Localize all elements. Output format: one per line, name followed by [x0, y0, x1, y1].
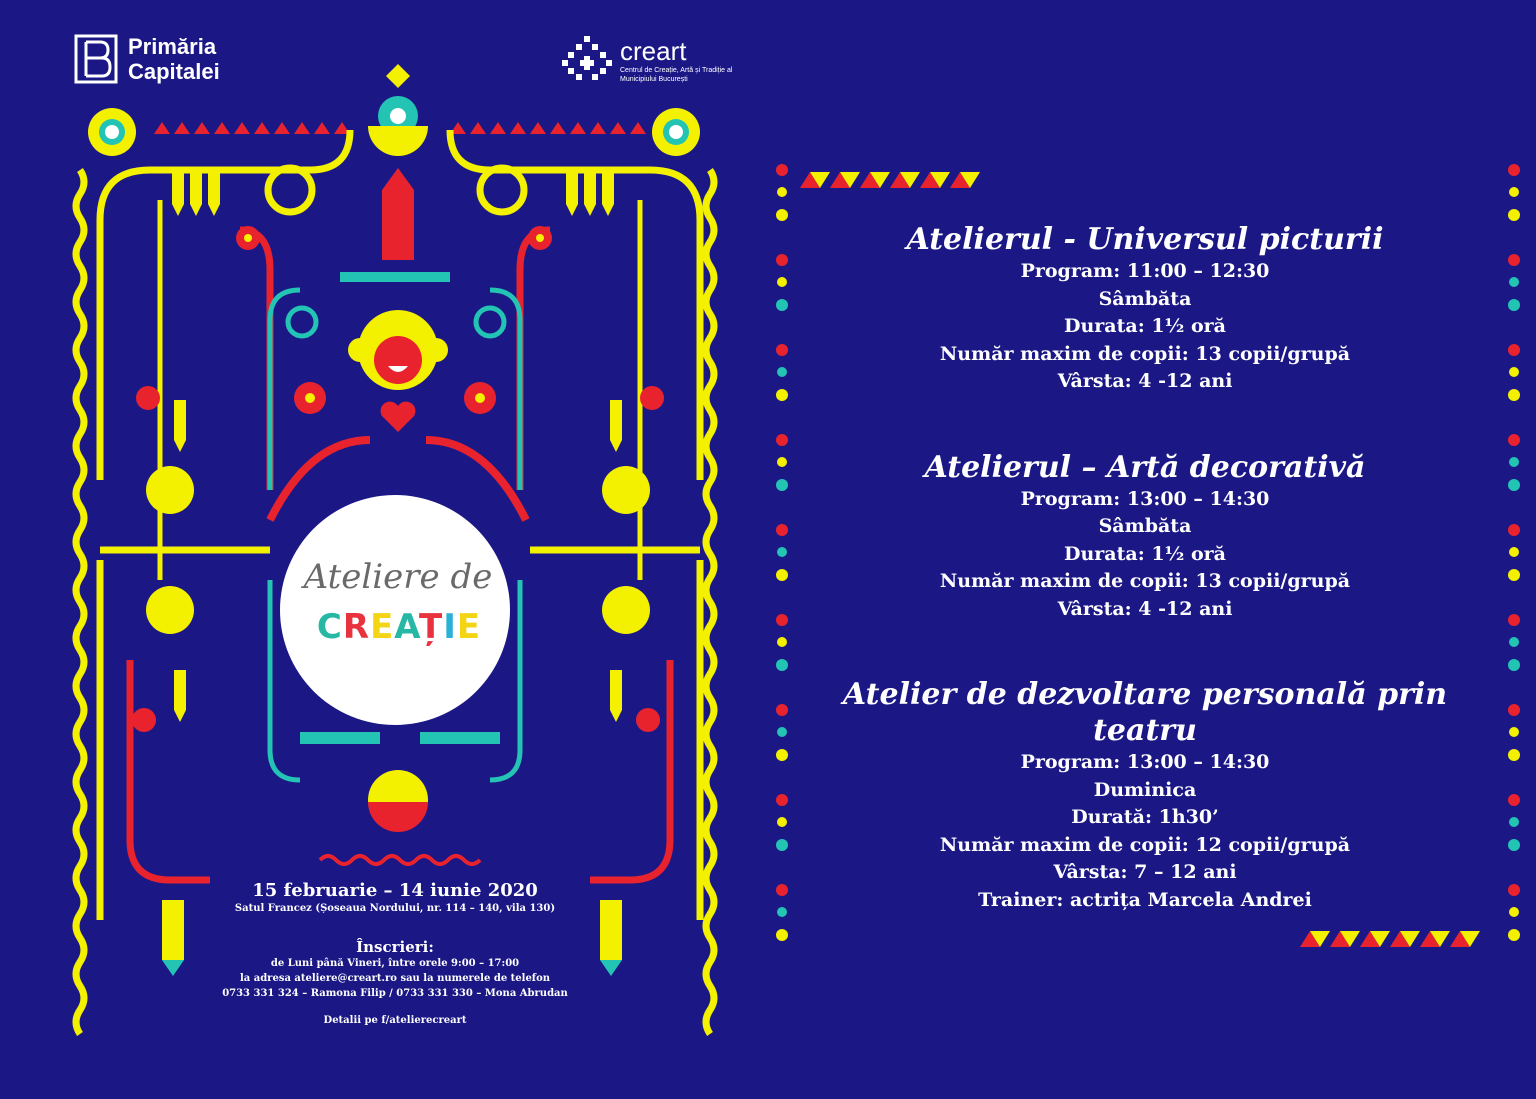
primaria-line1: Primăria	[128, 34, 217, 59]
title-letter: E	[370, 607, 395, 647]
workshop-detail: Durată: 1h30’	[1071, 806, 1219, 828]
workshop-item	[790, 450, 1500, 624]
workshop-detail: Număr maxim de copii: 13 copii/grupă	[939, 342, 1351, 365]
left-motif-column	[776, 164, 788, 941]
workshop-detail: Durata: 1½ oră	[1064, 315, 1226, 337]
workshop-detail: Număr maxim de copii: 12 copii/grupă	[939, 833, 1351, 856]
workshop-detail: Program: 13:00 – 14:30	[1020, 751, 1270, 773]
workshop-detail: Duminica	[1093, 778, 1197, 801]
title-letter: E	[456, 607, 482, 647]
workshop-detail: Trainer: actrița Marcela Andrei	[978, 888, 1312, 911]
workshop-title: Atelierul - Universul picturii	[906, 222, 1384, 257]
top-triangle-border	[800, 172, 980, 188]
poster-details: Detalii pe f/atelierecreart	[323, 1015, 467, 1026]
registration-line: 0733 331 324 – Ramona Filip / 0733 331 330 – Mona Abrudan	[222, 988, 568, 999]
workshop-detail: Număr maxim de copii: 13 copii/grupă	[939, 570, 1351, 592]
workshops-list	[790, 222, 1500, 968]
poster-dates: 15 februarie – 14 iunie 2020	[252, 880, 538, 901]
workshop-detail: Durata: 1½ oră	[1064, 542, 1226, 565]
workshop-detail: Vârsta: 7 – 12 ani	[1053, 861, 1237, 883]
title-letter: A	[394, 607, 419, 647]
registration-line: la adresa ateliere@creart.ro sau la numerele de telefon	[239, 973, 551, 984]
workshop-title: Atelier de dezvoltare personală prin teatru	[842, 677, 1448, 748]
workshop-detail: Program: 11:00 – 12:30	[1020, 260, 1270, 282]
workshop-detail: Sâmbăta	[1098, 515, 1192, 537]
title-letter: C	[316, 607, 343, 647]
primaria-line2: Capitalei	[128, 59, 220, 84]
title-letter: R	[342, 607, 371, 647]
creart-subtitle: Centrul de Creație, Artă și Tradiție al Municipiului București	[620, 67, 733, 83]
creart-name: creart	[620, 36, 687, 66]
poster-title-letters	[294, 607, 504, 647]
registration-line: de Luni până Vineri, între orele 9:00 – 17:00	[270, 958, 520, 969]
workshop-title: Atelierul – Artă decorativă	[924, 449, 1366, 485]
workshop-detail: Vârsta: 4 -12 ani	[1057, 597, 1233, 620]
right-motif-column	[1508, 164, 1520, 941]
poster-info	[180, 880, 610, 1026]
workshop-detail: Program: 13:00 – 14:30	[1020, 487, 1270, 510]
registration-title: Înscrieri:	[356, 938, 434, 956]
workshop-detail: Sâmbăta	[1098, 287, 1192, 310]
title-letter: I	[443, 607, 457, 647]
workshop-item	[790, 677, 1500, 914]
workshop-detail: Vârsta: 4 -12 ani	[1057, 370, 1233, 392]
title-letter: Ț	[418, 607, 444, 647]
poster-title-script: Ateliere de	[303, 557, 493, 597]
poster	[70, 60, 730, 1060]
poster-location: Satul Francez (Șoseaua Nordului, nr. 114 – 140, vila 130)	[234, 903, 556, 914]
workshop-item	[790, 222, 1500, 396]
title-circle	[280, 495, 510, 725]
